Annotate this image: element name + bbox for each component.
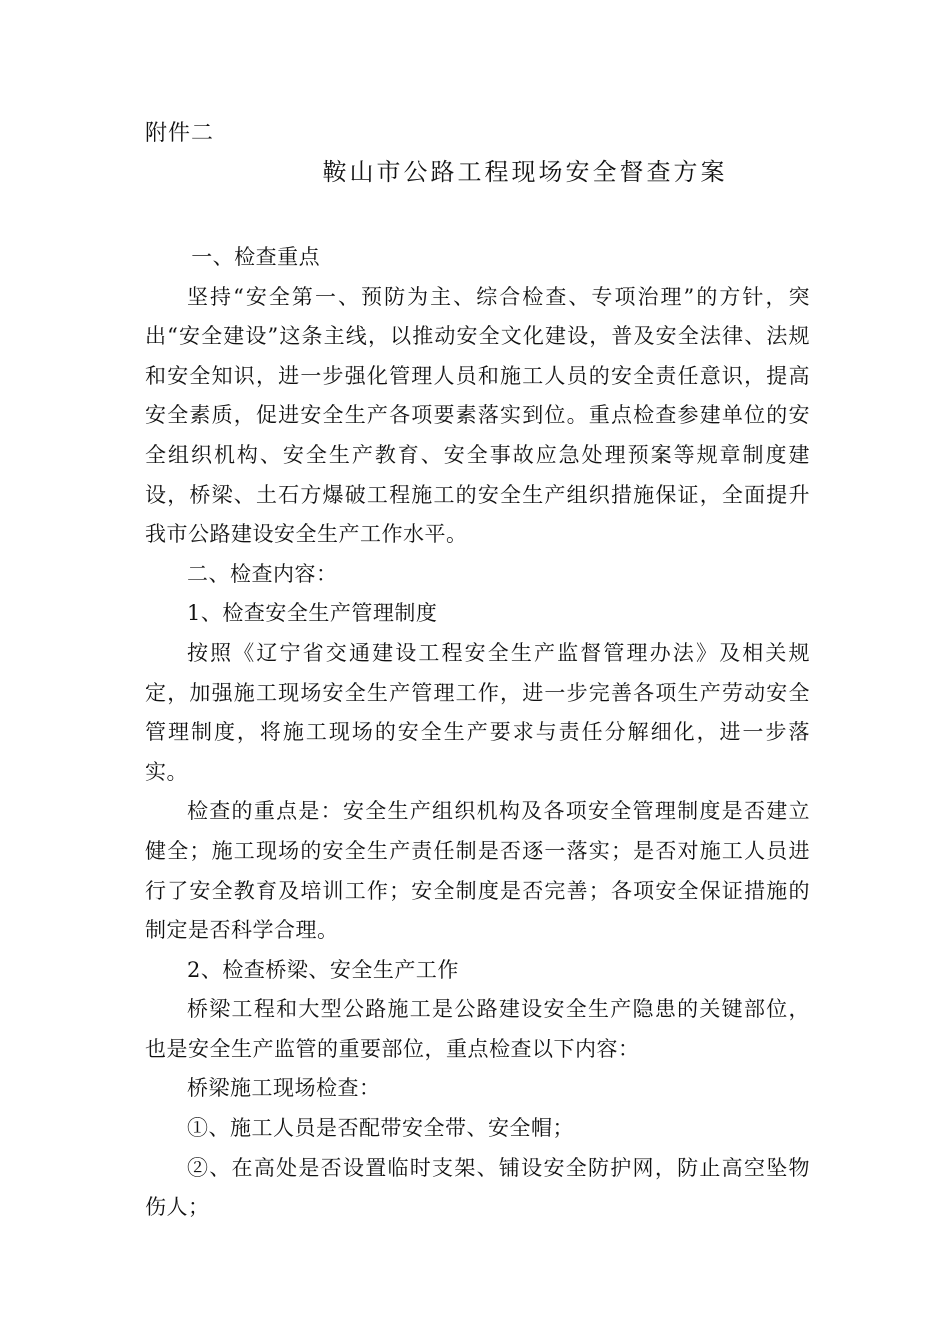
list-item-1: ①、施工人员是否配带安全带、安全帽； — [187, 1116, 574, 1141]
subsection-heading-2-2: 2、检查桥梁、安全生产工作 — [187, 957, 459, 982]
document-body — [145, 238, 810, 1228]
section-heading-2: 二、检查内容： — [187, 561, 338, 586]
paragraph-bridge-engineering: 桥梁工程和大型公路施工是公路建设安全生产隐患的关键部位，也是安全生产监管的重要部位，重点检查以下内容： — [145, 997, 810, 1061]
bridge-site-check-label: 桥梁施工现场检查： — [187, 1076, 381, 1101]
document-title: 鞍山市公路工程现场安全督查方案 — [322, 158, 728, 186]
subsection-heading-2-1: 1、检查安全生产管理制度 — [187, 601, 438, 626]
attachment-label: 附件二 — [145, 121, 215, 146]
paragraph-regulations: 按照《辽宁省交通建设工程安全生产监督管理办法》及相关规定，加强施工现场安全生产管理工作，进一步完善各项生产劳动安全管理制度，将施工现场的安全生产要求与责任分解细化，进一步落实。 — [145, 640, 810, 784]
section-heading-1: 一、检查重点 — [191, 245, 321, 269]
list-item-2: ②、在高处是否设置临时支架、铺设安全防护网，防止高空坠物伤人； — [145, 1155, 810, 1220]
paragraph-inspection-focus: 坚持“安全第一、预防为主、综合检查、专项治理”的方针，突出“安全建设”这条主线，以推动安全文化建设，普及安全法律、法规和安全知识，进一步强化管理人员和施工人员的安全责任意识，提高安全素质，促进安全生产各项要素落实到位。重点检查参建单位的安全组织机构、安全生产教育、安全事故应急处理预案等规章制度建设，桥梁、土石方爆破工程施工的安全生产组织措施保证，全面提升我市公路建设安全生产工作水平。 — [145, 284, 810, 547]
paragraph-inspection-points: 检查的重点是：安全生产组织机构及各项安全管理制度是否建立健全；施工现场的安全生产责任制是否逐一落实；是否对施工人员进行了安全教育及培训工作；安全制度是否完善；各项安全保证措施的制定是否科学合理。 — [145, 799, 810, 943]
